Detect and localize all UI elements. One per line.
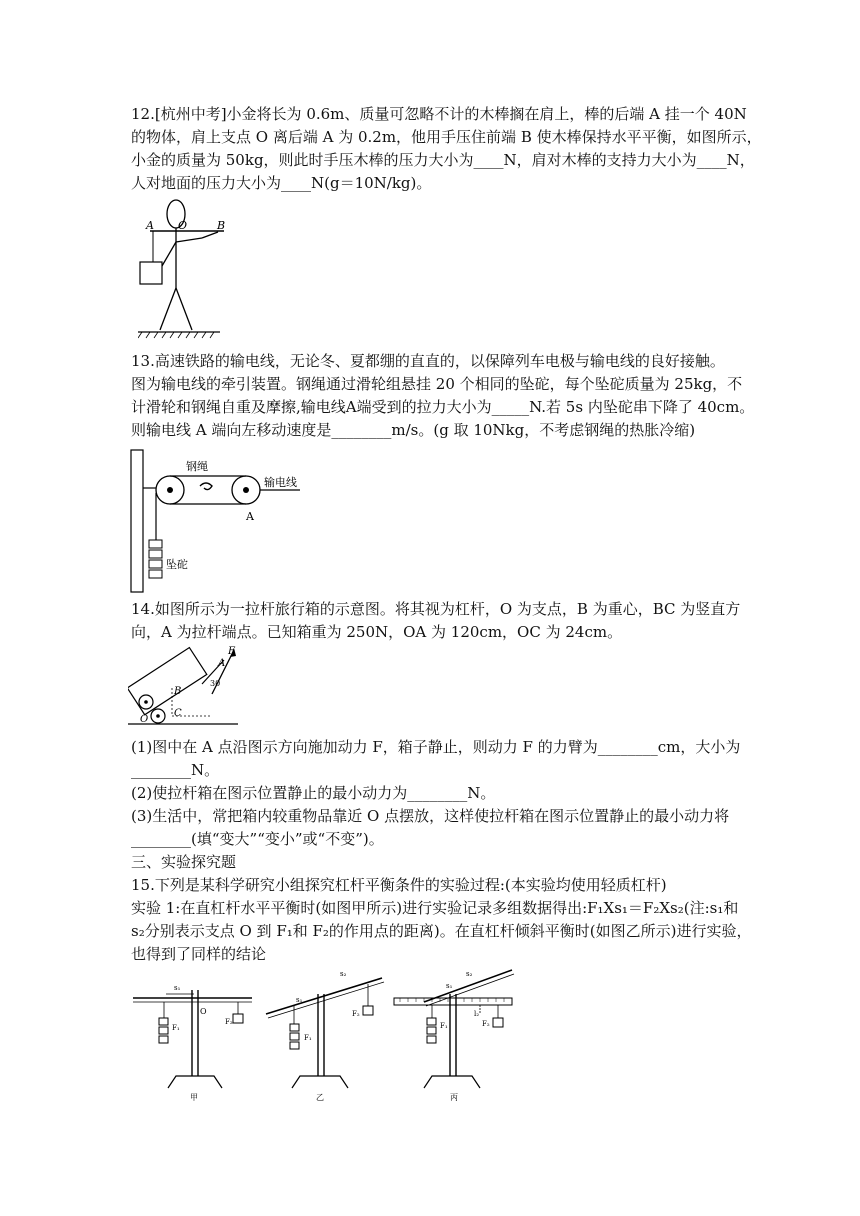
bing-label-f2: F₂ — [482, 1020, 490, 1028]
q12-line: 的物体，肩上支点 O 离后端 A 为 0.2m，他用手压住前端 B 使木棒保持水平平衡，如图所示， — [131, 128, 762, 146]
q12-label-b: B — [217, 219, 226, 232]
section-title: 三、实验探究题 — [131, 853, 237, 871]
q14-label-angle: 30 — [210, 679, 221, 688]
q12-text — [131, 103, 762, 195]
bing-label-s2: s₂ — [466, 970, 473, 978]
q15-figures — [128, 966, 528, 1104]
jia-caption: 甲 — [190, 1093, 198, 1102]
q12-line: 小金的质量为 50kg，则此时手压木棒的压力大小为____N，肩对木棒的支持力大小为____N， — [131, 151, 755, 169]
q14-line: 向，A 为拉杆端点。已知箱重为 250N，OA 为 120cm，OC 为 24cm。 — [131, 623, 623, 641]
q13-label-rope: 钢绳 — [186, 460, 208, 473]
figure-yi — [266, 970, 384, 1102]
q14-label-c: C — [174, 708, 182, 719]
yi-label-f2: F₂ — [352, 1010, 360, 1018]
q14-label-o: O — [140, 714, 149, 725]
yi-caption: 乙 — [316, 1093, 324, 1102]
bing-label-f1: F₁ — [440, 1022, 448, 1030]
figure-jia — [133, 984, 252, 1102]
yi-label-s2: s₂ — [340, 970, 347, 978]
q12-line: 人对地面的压力大小为____N(g＝10N/kg)。 — [131, 174, 432, 192]
q13-line: 13.高速铁路的输电线，无论冬、夏都绷的直直的，以保障列车电极与输电线的良好接触。 — [131, 352, 725, 370]
jia-label-s1: s₁ — [174, 984, 181, 992]
q14-text — [131, 598, 741, 644]
yi-label-s1: s₁ — [296, 996, 303, 1004]
jia-label-o: O — [200, 1007, 207, 1016]
q14-label-f: F — [228, 646, 235, 657]
q15-text — [131, 874, 752, 966]
q14-sub-line: ________(填“变大”“变小”或“不变”)。 — [131, 830, 384, 848]
q13-label-a: A — [246, 510, 254, 523]
bing-caption: 丙 — [450, 1093, 458, 1102]
q14-figure-luggage — [128, 644, 258, 728]
q14-subquestions — [131, 736, 741, 874]
q14-sub-line: (1)图中在 A 点沿图示方向施加动力 F，箱子静止，则动力 F 的力臂为________cm，大小为 — [131, 738, 741, 756]
q13-line: 图为输电线的牵引装置。钢绳通过滑轮组悬挂 20 个相同的坠砣，每个坠砣质量为 25kg，不 — [131, 375, 743, 393]
q12-label-o: O — [178, 219, 188, 232]
q14-sub-line: (3)生活中，常把箱内较重物品靠近 O 点摆放，这样使拉杆箱在图示位置静止的最小动力将 — [131, 807, 730, 825]
q13-line: 则输电线 A 端向左移动速度是________m/s。(g 取 10Nkg，不考虑钢绳的热胀冷缩) — [131, 421, 696, 439]
bing-label-l2: l₂ — [474, 1010, 480, 1018]
bing-label-s1: s₁ — [446, 982, 453, 990]
q15-line: 也得到了同样的结论 — [131, 945, 267, 963]
jia-label-f2: F₂ — [225, 1018, 233, 1026]
q14-sub-line: ________N。 — [131, 761, 220, 779]
jia-label-f1: F₁ — [172, 1024, 180, 1032]
q12-line: 12.[杭州中考]小金将长为 0.6m、质量可忽略不计的木棒搁在肩上，棒的后端 A 挂一个 40N — [131, 105, 747, 123]
q13-figure-pulley — [128, 448, 308, 594]
q15-line: s₂分别表示支点 O 到 F₁和 F₂的作用点的距离)。在直杠杆倾斜平衡时(如图乙所示)进行实验， — [131, 922, 752, 940]
q12-figure-stick-man — [138, 198, 242, 340]
figure-bing — [394, 970, 514, 1102]
q14-sub-line: (2)使拉杆箱在图示位置静止的最小动力为________N。 — [131, 784, 496, 802]
q12-label-a: A — [146, 219, 154, 232]
q15-line: 15.下列是某科学研究小组探究杠杆平衡条件的实验过程:(本实验均使用轻质杠杆) — [131, 876, 667, 894]
q14-label-b: B — [174, 686, 182, 697]
q15-line: 实验 1:在直杠杆水平平衡时(如图甲所示)进行实验记录多组数据得出:F₁Xs₁＝F₂Xs₂(注:s₁和 — [131, 899, 739, 917]
q13-line: 计滑轮和钢绳自重及摩擦,输电线A端受到的拉力大小为_____N.若 5s 内坠砣串下降了 40cm。 — [131, 398, 755, 416]
q14-label-a: A — [218, 658, 226, 669]
yi-label-f1: F₁ — [304, 1034, 312, 1042]
q13-label-line: 输电线 — [264, 476, 297, 489]
q13-label-weight: 坠砣 — [166, 558, 188, 571]
q14-line: 14.如图所示为一拉杆旅行箱的示意图。将其视为杠杆，O 为支点，B 为重心，BC 为竖直方 — [131, 600, 741, 618]
q13-text — [131, 350, 755, 442]
